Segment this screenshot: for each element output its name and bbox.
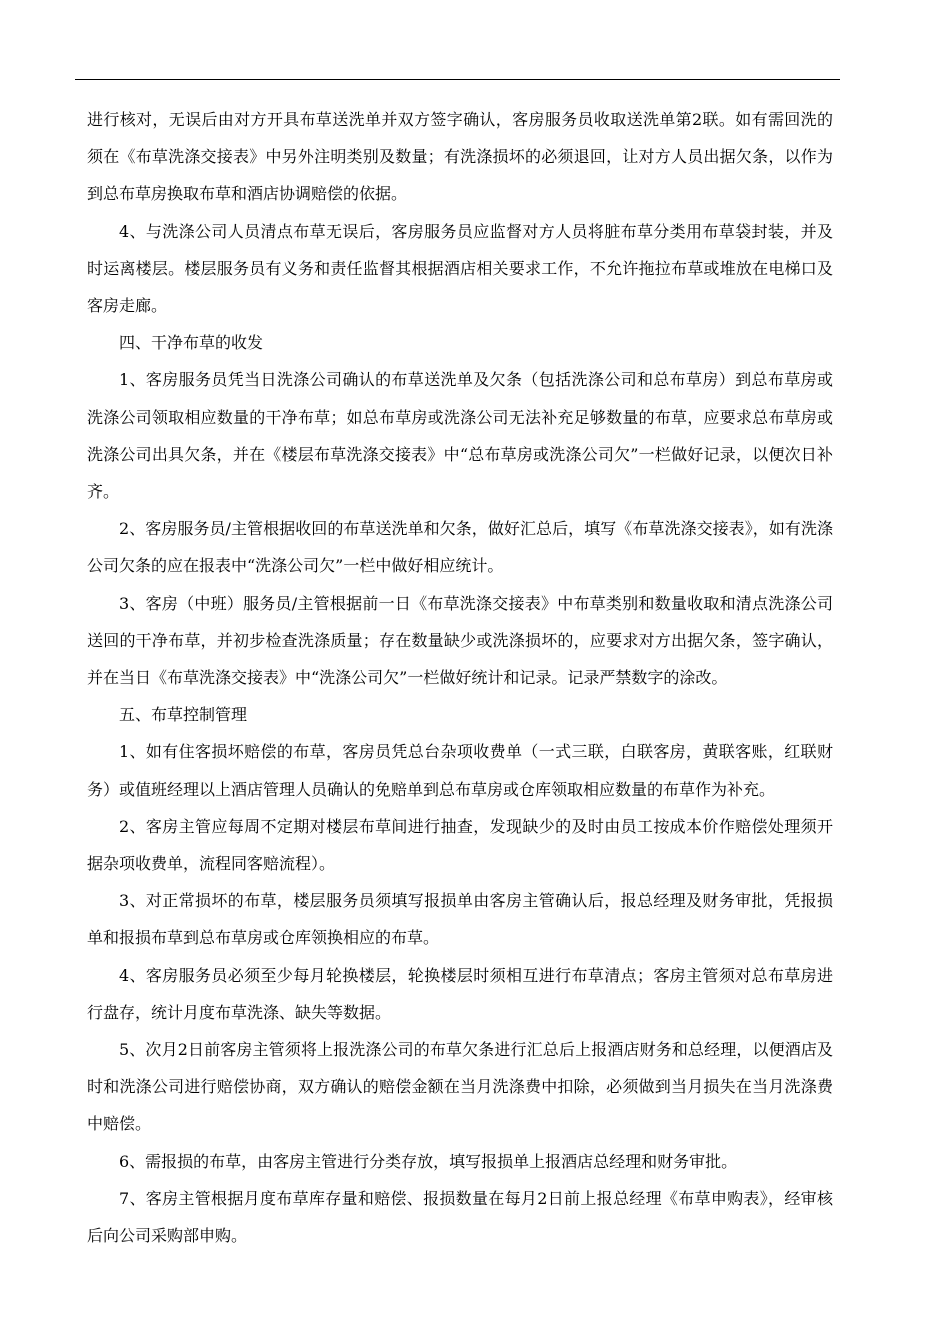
paragraph-11: 4、客房服务员必须至少每月轮换楼层，轮换楼层时须相互进行布草清点；客房主管须对总布草房进行盘存，统计月度布草洗涤、缺失等数据。 — [87, 965, 833, 1022]
paragraph-5: 2、客房服务员/主管根据收回的布草送洗单和欠条，做好汇总后，填写《布草洗涤交接表》，如有洗涤公司欠条的应在报表中“洗涤公司欠”一栏中做好相应统计。 — [87, 519, 833, 576]
paragraph-9: 2、客房主管应每周不定期对楼层布草间进行抽查，发现缺少的及时由员工按成本价作赔偿处理须开据杂项收费单，流程同客赔流程）。 — [87, 816, 833, 874]
section-heading-4: 四、干净布草的收发 — [119, 333, 264, 353]
section-heading-5: 五、布草控制管理 — [119, 705, 248, 725]
header-rule — [75, 79, 840, 80]
paragraph-10: 3、对正常损坏的布草，楼层服务员须填写报损单由客房主管确认后，报总经理及财务审批，凭报损单和报损布草到总布草房或仓库领换相应的布草。 — [87, 891, 833, 948]
paragraph-1: 进行核对，无误后由对方开具布草送洗单并双方签字确认，客房服务员收取送洗单第2联。如有需回洗的须在《布草洗涤交接表》中另外注明类别及数量；有洗涤损坏的必须退回，让对方人员出据欠条，以作为到总布草房换取布草和酒店协调赔偿的依据。 — [87, 110, 833, 204]
paragraph-6: 3、客房（中班）服务员/主管根据前一日《布草洗涤交接表》中布草类别和数量收取和清点洗涤公司送回的干净布草，并初步检查洗涤质量；存在数量缺少或洗涤损坏的，应要求对方出据欠条，签字确认，并在当日《布草洗涤交接表》中“洗涤公司欠”一栏做好统计和记录。记录严禁数字的涂改。 — [87, 593, 833, 688]
paragraph-8: 1、如有住客损坏赔偿的布草，客房员凭总台杂项收费单（一式三联，白联客房，黄联客账，红联财务）或值班经理以上酒店管理人员确认的免赔单到总布草房或仓库领取相应数量的布草作为补充。 — [87, 742, 833, 799]
paragraph-4: 1、客房服务员凭当日洗涤公司确认的布草送洗单及欠条（包括洗涤公司和总布草房）到总布草房或洗涤公司领取相应数量的干净布草；如总布草房或洗涤公司无法补充足够数量的布草，应要求总布草房或洗涤公司出具欠条，并在《楼层布草洗涤交接表》中“总布草房或洗涤公司欠”一栏做好记录，以便次日补齐。 — [87, 370, 833, 502]
paragraph-12: 5、次月2日前客房主管须将上报洗涤公司的布草欠条进行汇总后上报酒店财务和总经理，以便酒店及时和洗涤公司进行赔偿协商，双方确认的赔偿金额在当月洗涤费中扣除，必须做到当月损失在当月洗涤费中赔偿。 — [87, 1040, 833, 1134]
paragraph-14: 7、客房主管根据月度布草库存量和赔偿、报损数量在每月2日前上报总经理《布草申购表》，经审核后向公司采购部申购。 — [87, 1188, 833, 1246]
document-body — [87, 101, 833, 1254]
paragraph-2: 4、与洗涤公司人员清点布草无误后，客房服务员应监督对方人员将脏布草分类用布草袋封装，并及时运离楼层。楼层服务员有义务和责任监督其根据酒店相关要求工作，不允许拖拉布草或堆放在电梯口及客房走廊。 — [87, 221, 833, 316]
paragraph-13: 6、需报损的布草，由客房主管进行分类存放，填写报损单上报酒店总经理和财务审批。 — [119, 1151, 738, 1171]
